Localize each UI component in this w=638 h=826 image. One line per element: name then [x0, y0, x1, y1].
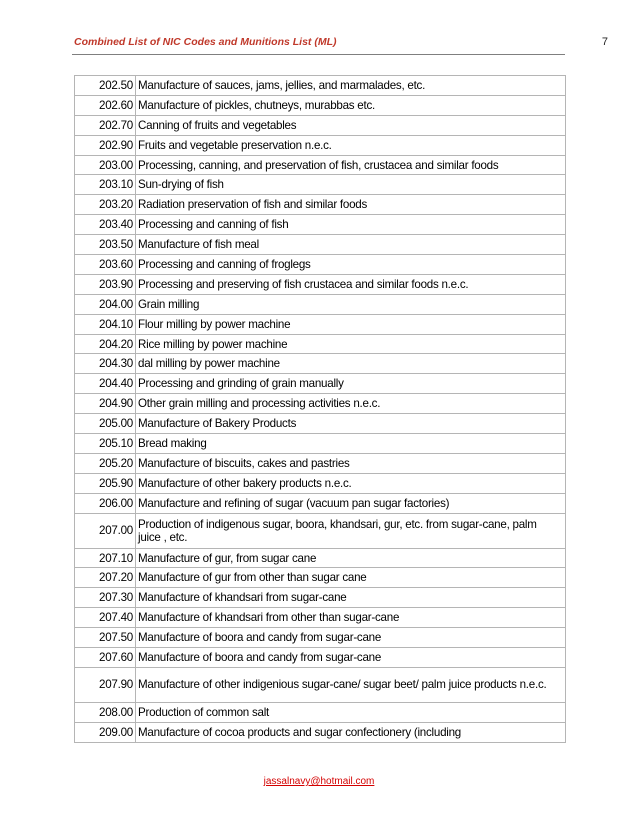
- table-row: [75, 314, 566, 334]
- nic-code-cell: 207.90: [75, 667, 136, 702]
- nic-code-cell: 202.60: [75, 95, 136, 115]
- nic-code-cell: 207.40: [75, 608, 136, 628]
- nic-description-cell: Processing and canning of fish: [136, 215, 566, 235]
- table-row: [75, 195, 566, 215]
- table-row: [75, 414, 566, 434]
- nic-code-cell: 208.00: [75, 702, 136, 722]
- nic-description-cell: Manufacture of cocoa products and sugar confectionery (including: [136, 722, 566, 742]
- table-row: [75, 294, 566, 314]
- nic-description-cell: Canning of fruits and vegetables: [136, 115, 566, 135]
- table-row: [75, 235, 566, 255]
- table-row: [75, 648, 566, 668]
- nic-code-cell: 202.90: [75, 135, 136, 155]
- nic-code-cell: 204.00: [75, 294, 136, 314]
- nic-code-cell: 203.50: [75, 235, 136, 255]
- table-row: [75, 255, 566, 275]
- table-row: [75, 76, 566, 96]
- nic-description-cell: Manufacture of pickles, chutneys, murabbas etc.: [136, 95, 566, 115]
- nic-code-cell: 207.00: [75, 513, 136, 548]
- nic-description-cell: Radiation preservation of fish and similar foods: [136, 195, 566, 215]
- nic-description-cell: Production of indigenous sugar, boora, khandsari, gur, etc. from sugar-cane, palm juice , etc.: [136, 513, 566, 548]
- nic-description-cell: Processing and canning of froglegs: [136, 255, 566, 275]
- nic-code-cell: 204.90: [75, 394, 136, 414]
- table-row: [75, 513, 566, 548]
- table-row: [75, 548, 566, 568]
- nic-codes-table-body: [75, 76, 566, 743]
- table-row: [75, 115, 566, 135]
- nic-code-cell: 202.50: [75, 76, 136, 96]
- nic-description-cell: Bread making: [136, 434, 566, 454]
- nic-code-cell: 204.40: [75, 374, 136, 394]
- document-header-title: Combined List of NIC Codes and Munitions List (ML): [74, 36, 337, 48]
- table-row: [75, 568, 566, 588]
- nic-description-cell: Manufacture of Bakery Products: [136, 414, 566, 434]
- table-row: [75, 374, 566, 394]
- footer-email-link[interactable]: jassalnavy@hotmail.com: [263, 776, 375, 787]
- nic-description-cell: Rice milling by power machine: [136, 334, 566, 354]
- nic-description-cell: Manufacture of biscuits, cakes and pastries: [136, 453, 566, 473]
- nic-code-cell: 203.00: [75, 155, 136, 175]
- table-row: [75, 493, 566, 513]
- nic-code-cell: 204.30: [75, 354, 136, 374]
- table-row: [75, 628, 566, 648]
- table-row: [75, 608, 566, 628]
- table-row: [75, 354, 566, 374]
- nic-description-cell: Manufacture of other bakery products n.e.c.: [136, 473, 566, 493]
- nic-description-cell: Manufacture of gur, from sugar cane: [136, 548, 566, 568]
- nic-code-cell: 206.00: [75, 493, 136, 513]
- table-row: [75, 135, 566, 155]
- nic-code-cell: 203.20: [75, 195, 136, 215]
- nic-description-cell: Manufacture of gur from other than sugar cane: [136, 568, 566, 588]
- table-row: [75, 334, 566, 354]
- header-divider: [72, 54, 565, 55]
- nic-code-cell: 203.90: [75, 274, 136, 294]
- nic-description-cell: Sun-drying of fish: [136, 175, 566, 195]
- nic-code-cell: 207.30: [75, 588, 136, 608]
- table-row: [75, 95, 566, 115]
- table-row: [75, 394, 566, 414]
- table-row: [75, 155, 566, 175]
- table-row: [75, 667, 566, 702]
- table-row: [75, 215, 566, 235]
- nic-description-cell: Other grain milling and processing activities n.e.c.: [136, 394, 566, 414]
- nic-code-cell: 207.10: [75, 548, 136, 568]
- table-row: [75, 588, 566, 608]
- nic-code-cell: 203.10: [75, 175, 136, 195]
- nic-description-cell: Grain milling: [136, 294, 566, 314]
- nic-code-cell: 205.00: [75, 414, 136, 434]
- nic-code-cell: 205.90: [75, 473, 136, 493]
- nic-codes-table: [74, 75, 566, 743]
- nic-code-cell: 205.10: [75, 434, 136, 454]
- nic-code-cell: 202.70: [75, 115, 136, 135]
- nic-description-cell: Production of common salt: [136, 702, 566, 722]
- nic-description-cell: Flour milling by power machine: [136, 314, 566, 334]
- table-row: [75, 702, 566, 722]
- table-row: [75, 434, 566, 454]
- nic-code-cell: 207.60: [75, 648, 136, 668]
- nic-code-cell: 209.00: [75, 722, 136, 742]
- nic-description-cell: Manufacture of khandsari from other than sugar-cane: [136, 608, 566, 628]
- nic-code-cell: 203.40: [75, 215, 136, 235]
- table-row: [75, 175, 566, 195]
- nic-description-cell: Fruits and vegetable preservation n.e.c.: [136, 135, 566, 155]
- nic-code-cell: 203.60: [75, 255, 136, 275]
- nic-description-cell: Processing and grinding of grain manually: [136, 374, 566, 394]
- nic-code-cell: 207.20: [75, 568, 136, 588]
- nic-description-cell: Manufacture and refining of sugar (vacuum pan sugar factories): [136, 493, 566, 513]
- nic-description-cell: Manufacture of other indigenious sugar-cane/ sugar beet/ palm juice products n.e.c.: [136, 667, 566, 702]
- table-row: [75, 722, 566, 742]
- nic-description-cell: Processing and preserving of fish crustacea and similar foods n.e.c.: [136, 274, 566, 294]
- nic-description-cell: Processing, canning, and preservation of fish, crustacea and similar foods: [136, 155, 566, 175]
- table-row: [75, 453, 566, 473]
- nic-description-cell: Manufacture of khandsari from sugar-cane: [136, 588, 566, 608]
- nic-description-cell: Manufacture of fish meal: [136, 235, 566, 255]
- table-row: [75, 473, 566, 493]
- nic-code-cell: 204.10: [75, 314, 136, 334]
- page-number: 7: [601, 36, 608, 48]
- nic-description-cell: Manufacture of boora and candy from sugar-cane: [136, 628, 566, 648]
- nic-code-cell: 205.20: [75, 453, 136, 473]
- nic-code-cell: 207.50: [75, 628, 136, 648]
- nic-description-cell: Manufacture of boora and candy from sugar-cane: [136, 648, 566, 668]
- table-row: [75, 274, 566, 294]
- nic-code-cell: 204.20: [75, 334, 136, 354]
- nic-description-cell: dal milling by power machine: [136, 354, 566, 374]
- nic-description-cell: Manufacture of sauces, jams, jellies, and marmalades, etc.: [136, 76, 566, 96]
